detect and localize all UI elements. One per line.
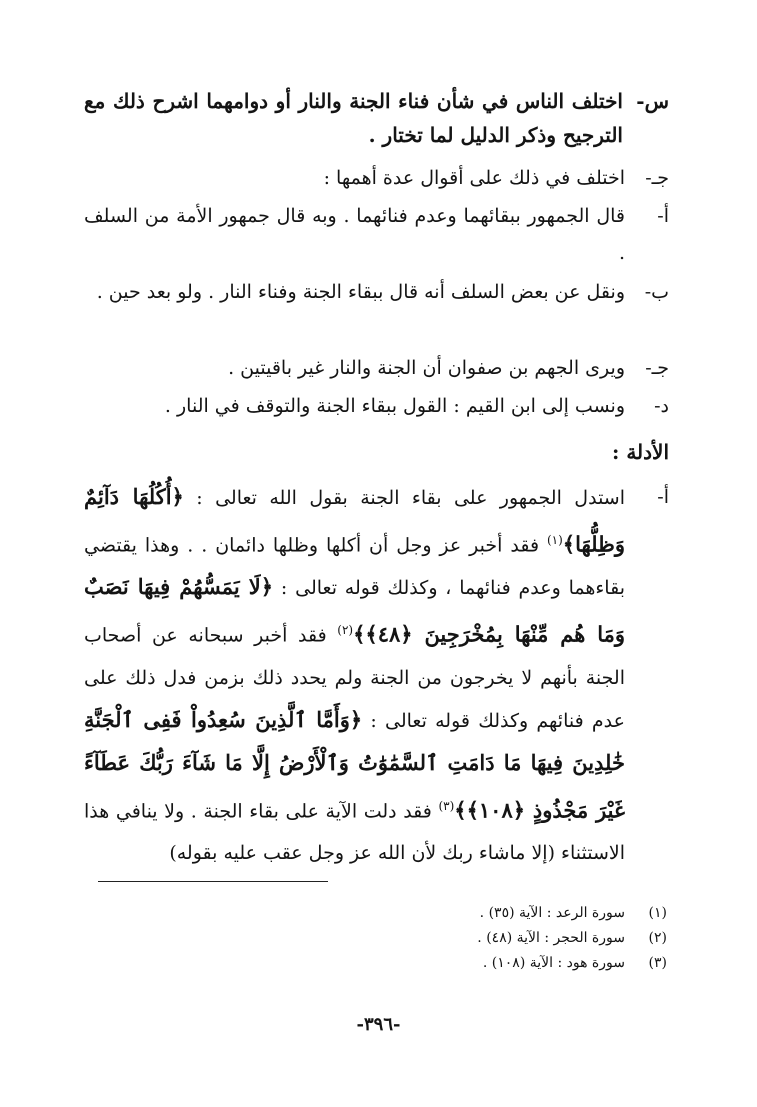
footnote-ref-2: (٢) [337, 623, 354, 638]
answer-intro [84, 160, 669, 197]
footnote-number: (١) [648, 905, 667, 921]
evidence-marker: أ- [657, 486, 669, 508]
footnote-2 [477, 927, 667, 949]
question [84, 84, 669, 152]
evidence-alef [84, 476, 669, 874]
quran-verse-3: ﴿وَأَمَّا ٱلَّذِينَ سُعِدُواْ فَفِى ٱلْجَنَّةِ خَٰلِدِينَ فِيهَا مَا دَامَتِ ٱلسَّمَٰوَٰتُ وَٱلْأَرْضُ إِلَّا مَا شَآءَ رَبُّكَ عَطَآءً غَيْرَ مَجْذُوذٍ ﴿١٠٨﴾﴾ [84, 706, 625, 822]
view-alef [84, 198, 669, 272]
view-text: ونسب إلى ابن القيم : القول ببقاء الجنة والتوقف في النار . [164, 395, 625, 417]
footnote-text: سورة هود : الآية (١٠٨) . [482, 955, 625, 971]
quran-verse-2: ﴿لَا يَمَسُّهُمْ فِيهَا نَصَبٌ وَمَا هُم مِّنْهَا بِمُخْرَجِينَ ﴿٤٨﴾﴾ [84, 574, 625, 647]
view-ba [84, 274, 669, 311]
footnote-number: (٣) [648, 955, 667, 971]
evidence-segment: استدل الجمهور على بقاء الجنة بقول الله تعالى : [196, 487, 625, 509]
question-text: اختلف الناس في شأن فناء الجنة والنار أو دوامهما اشرح ذلك مع الترجيح وذكر الدليل لما تختار . [84, 89, 623, 147]
view-marker: جـ- [645, 357, 669, 379]
footnote-3 [483, 952, 667, 974]
footnote-text: سورة الرعد : الآية (٣٥) . [479, 905, 625, 921]
footnote-ref-1: (١) [546, 533, 563, 547]
view-marker: ب- [644, 281, 669, 303]
footnote-number: (٢) [648, 930, 667, 946]
evidence-text [84, 476, 625, 874]
view-marker: د- [654, 395, 669, 417]
view-text: قال الجمهور ببقائهما وعدم فنائهما . وبه قال جمهور الأمة من السلف . [84, 205, 625, 264]
view-marker: أ- [657, 205, 669, 227]
view-dal [84, 388, 669, 425]
footnote-1 [480, 902, 667, 924]
answer-marker: جـ- [645, 167, 669, 189]
footnote-ref-3: (٣) [438, 798, 455, 813]
question-marker: س- [636, 89, 669, 113]
view-text: ونقل عن بعض السلف أنه قال ببقاء الجنة وفناء النار . ولو بعد حين . [96, 281, 625, 303]
page-number: -٣٩٦- [356, 1014, 401, 1035]
footnote-divider [98, 881, 328, 882]
evidence-heading: الأدلة : [611, 440, 669, 464]
footnote-text: سورة الحجر : الآية (٤٨) . [477, 930, 625, 946]
evidence-segment: فقد أخبر سبحانه عن أصحاب الجنة بأنهم لا يخرجون من الجنة ولم يحدد ذلك بزمن فدل ذلك على عدم فنائهم وكذلك قوله تعالى : [84, 624, 625, 732]
evidence-segment: فقد دلت الآية على بقاء الجنة . ولا ينافي هذا الاستثناء (إلا ماشاء ربك لأن الله عز وجل عقب عليه بقوله) [84, 799, 625, 864]
answer-intro-text: اختلف في ذلك على أقوال عدة أهمها : [323, 167, 625, 189]
quran-verse-1: ﴿أُكُلُهَا دَآئِمٌ وَظِلُّهَا﴾ [84, 484, 625, 557]
view-jim [84, 350, 669, 387]
view-text: ويرى الجهم بن صفوان أن الجنة والنار غير باقيتين . [228, 357, 625, 379]
evidence-segment: فقد أخبر عز وجل أن أكلها وظلها دائمان . . وهذا يقتضي بقاءهما وعدم فنائهما ، وكذلك قوله تعالى : [84, 534, 625, 600]
